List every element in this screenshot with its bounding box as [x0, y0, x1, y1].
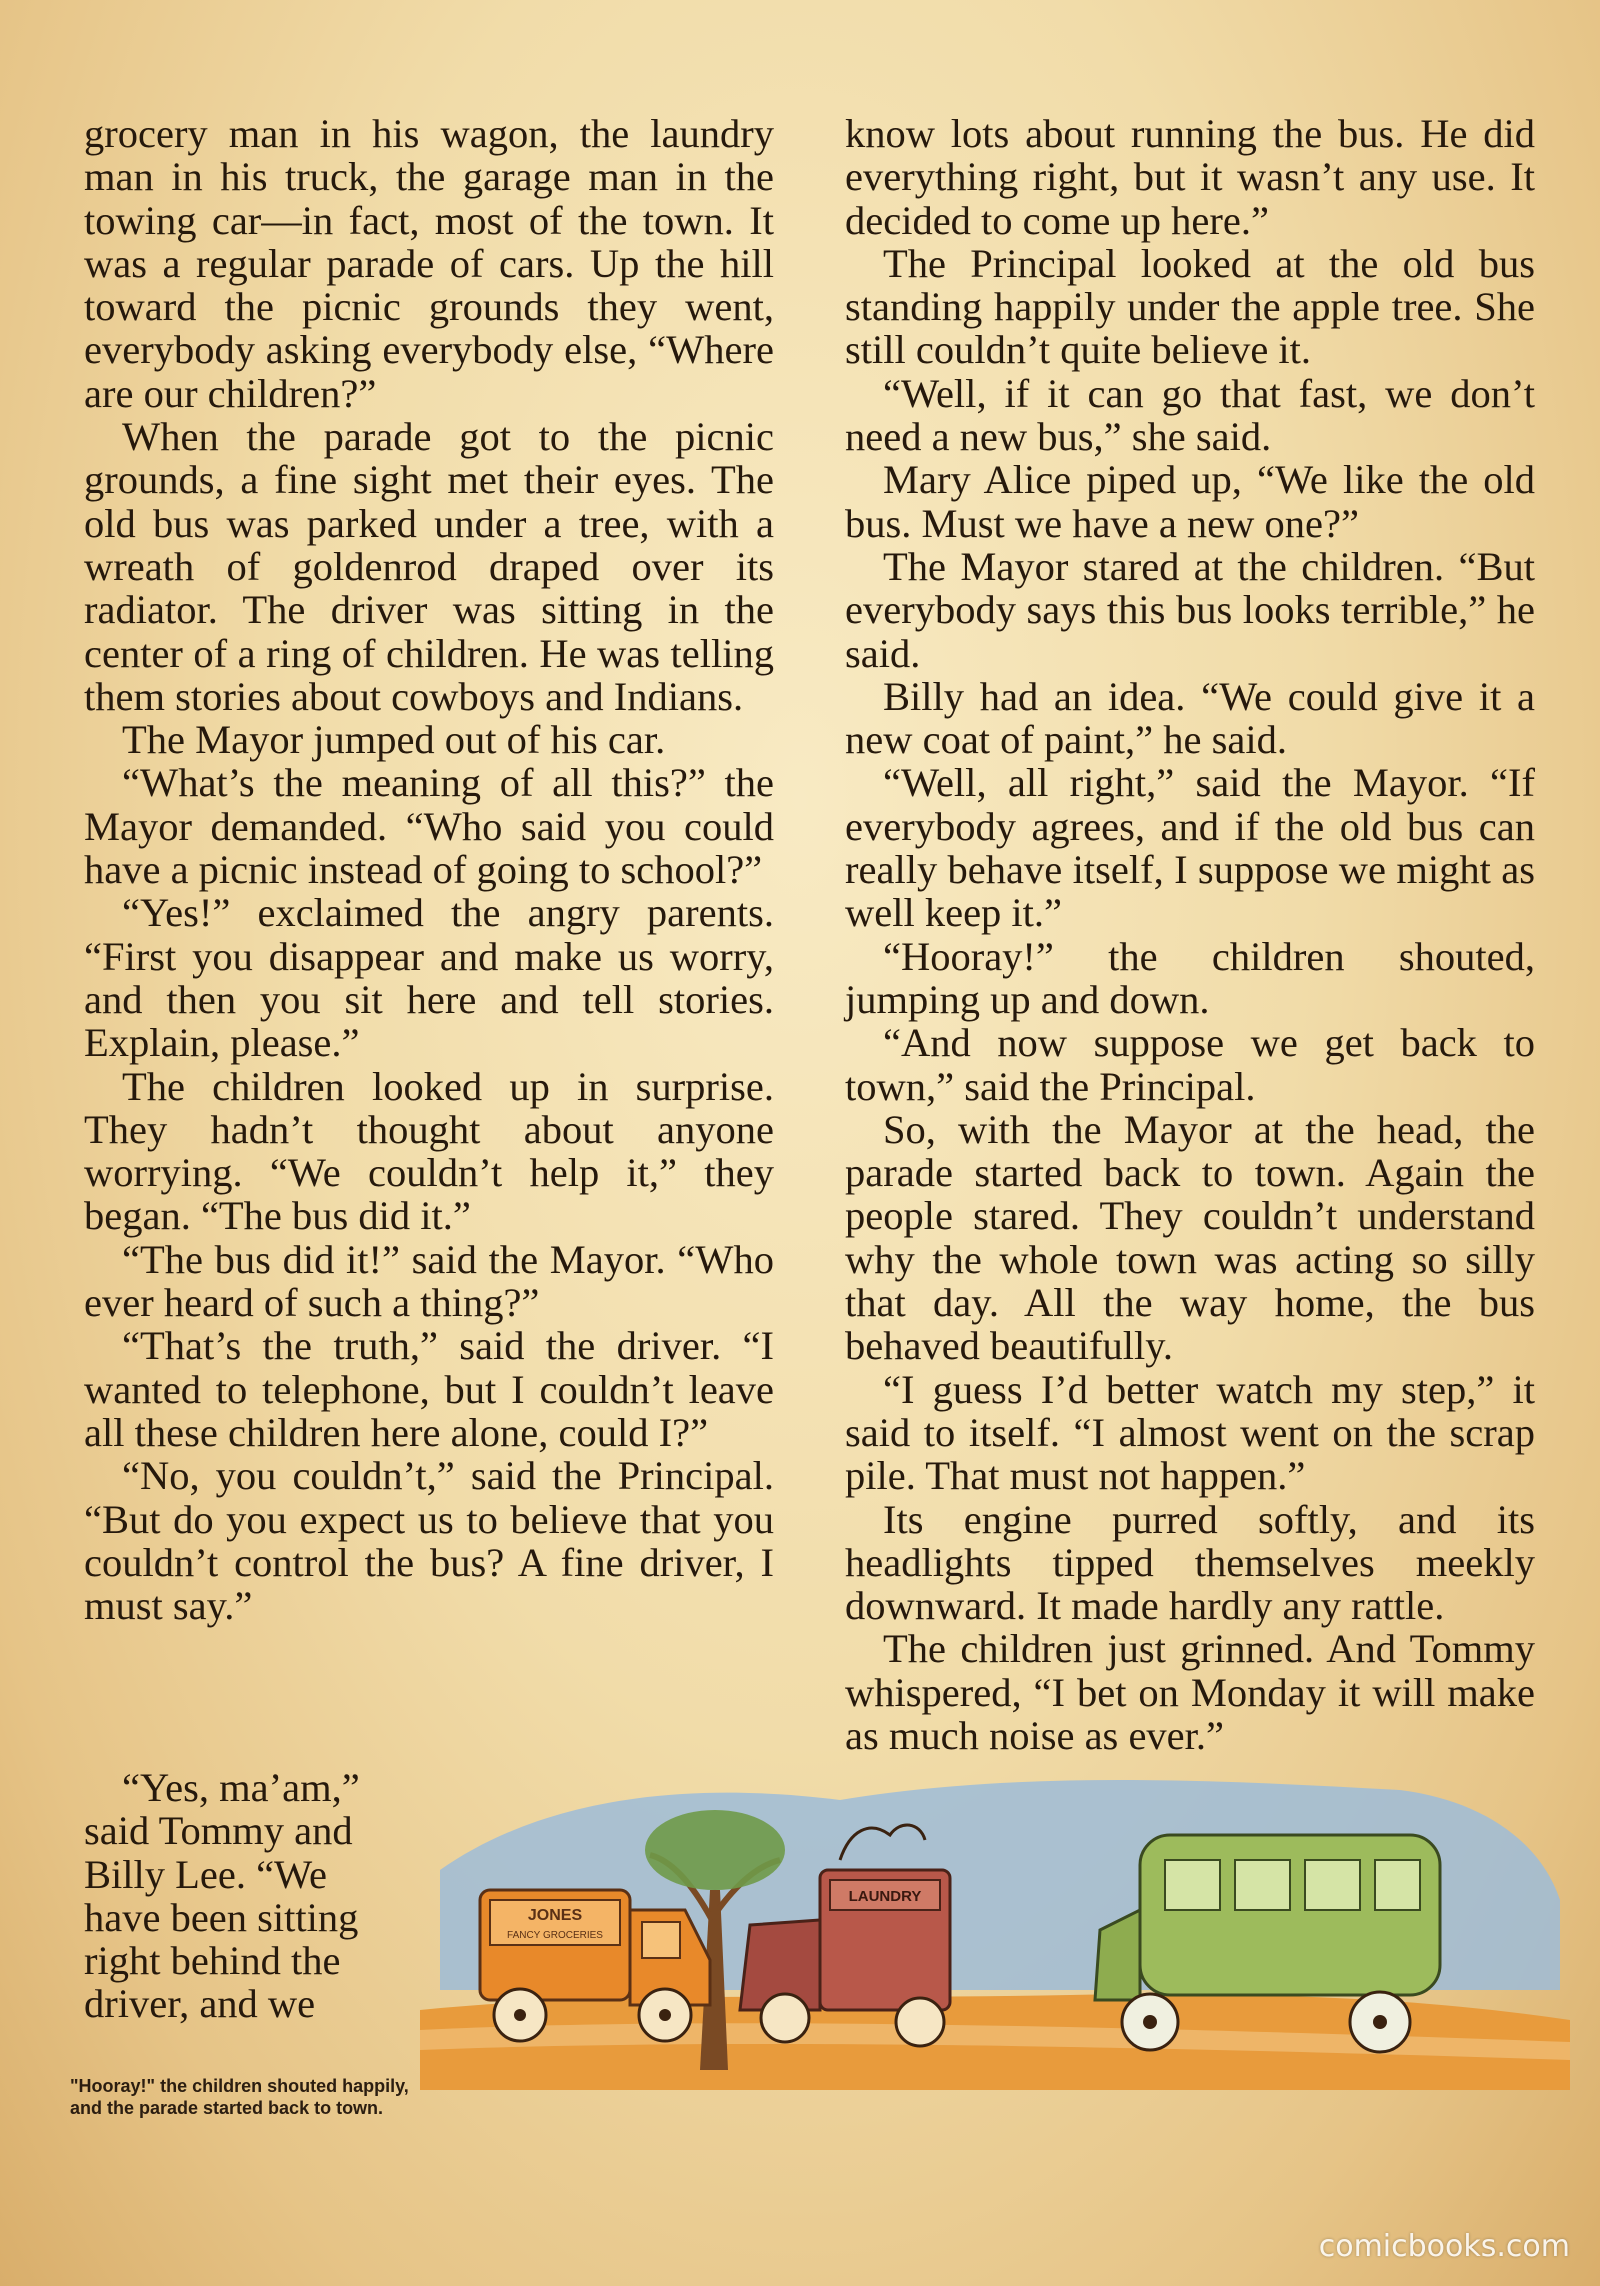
- paragraph: “That’s the truth,” said the driver. “I wanted to telephone, but I couldn’t leave all these children here alone, could I?”: [84, 1323, 774, 1455]
- paragraph: grocery man in his wagon, the laundry man in his truck, the garage man in the towing car—in fact, most of the town. It was a regular parade of cars. Up the hill toward the picnic grounds they went, everybody asking everybody else, “Where are our children?”: [84, 111, 774, 416]
- paragraph: “The bus did it!” said the Mayor. “Who ever heard of such a thing?”: [84, 1236, 774, 1326]
- watermark: comicbooks.com: [1318, 2229, 1570, 2264]
- wrap-paragraph: [84, 1766, 384, 2026]
- paragraph: Billy had an idea. “We could give it a new coat of paint,” he said.: [845, 673, 1535, 763]
- paragraph: “And now suppose we get back to town,” said the Principal.: [845, 1020, 1535, 1109]
- grocery-sign-line2: FANCY GROCERIES: [507, 1930, 603, 1941]
- paragraph: The Mayor stared at the children. “But everybody says this bus looks terrible,” he said.: [845, 543, 1535, 676]
- paragraph: So, with the Mayor at the head, the parade started back to town. Again the people stared. They couldn’t understand why the whole town was acting so silly that day. All the way home, the bus behaved beautifully.: [845, 1106, 1535, 1369]
- paragraph: “Well, if it can go that fast, we don’t need a new bus,” she said.: [845, 370, 1535, 460]
- paragraph: “Hooray!” the children shouted, jumping up and down.: [845, 933, 1535, 1022]
- paragraph: The children looked up in surprise. They hadn’t thought about anyone worrying. “We couldn’t help it,” they began. “The bus did it.”: [84, 1063, 774, 1239]
- paragraph: know lots about running the bus. He did everything right, but it wasn’t any use. It decided to come up here.”: [845, 111, 1535, 243]
- right-column: [845, 112, 1535, 1757]
- paragraph: “Yes!” exclaimed the angry parents. “First you disappear and make us worry, and then you sit here and tell stories. Explain, please.”: [84, 890, 774, 1066]
- paragraph: Its engine purred softly, and its headlights tipped themselves meekly downward. It made hardly any rattle.: [845, 1496, 1535, 1629]
- paragraph: Mary Alice piped up, “We like the old bus. Must we have a new one?”: [845, 457, 1535, 546]
- paragraph: The Principal looked at the old bus standing happily under the apple tree. She still couldn’t quite believe it.: [845, 240, 1535, 373]
- paragraph: “Well, all right,” said the Mayor. “If everybody agrees, and if the old bus can really behave itself, I suppose we might as well keep it.”: [845, 760, 1535, 936]
- paragraph: “No, you couldn’t,” said the Principal. “But do you expect us to believe that you couldn’t control the bus? A fine driver, I must say.”: [84, 1453, 774, 1629]
- caption-line: "Hooray!" the children shouted happily,: [70, 2076, 409, 2096]
- laundry-sign: LAUNDRY: [848, 1888, 922, 1905]
- left-column: [84, 112, 774, 1627]
- paragraph: “Yes, ma’am,” said Tommy and Billy Lee. “We have been sitting right behind the driver, and we: [84, 1765, 360, 2027]
- caption-line: and the parade started back to town.: [70, 2098, 384, 2118]
- parade-illustration: [420, 1760, 1570, 2090]
- paragraph: “I guess I’d better watch my step,” it said to itself. “I almost went on the scrap pile. That must not happen.”: [845, 1366, 1535, 1499]
- paragraph: When the parade got to the picnic grounds, a fine sight met their eyes. The old bus was parked under a tree, with a wreath of goldenrod draped over its radiator. The driver was sitting in the center of a ring of children. He was telling them stories about cowboys and Indians.: [84, 414, 774, 719]
- paragraph: The Mayor jumped out of his car.: [122, 717, 666, 763]
- paragraph: “What’s the meaning of all this?” the Mayor demanded. “Who said you could have a picnic instead of going to school?”: [84, 760, 774, 893]
- illustration-caption: [70, 2075, 570, 2119]
- paragraph: The children just grinned. And Tommy whispered, “I bet on Monday it will make as much noise as ever.”: [845, 1626, 1535, 1758]
- grocery-sign-line1: JONES: [527, 1907, 583, 1924]
